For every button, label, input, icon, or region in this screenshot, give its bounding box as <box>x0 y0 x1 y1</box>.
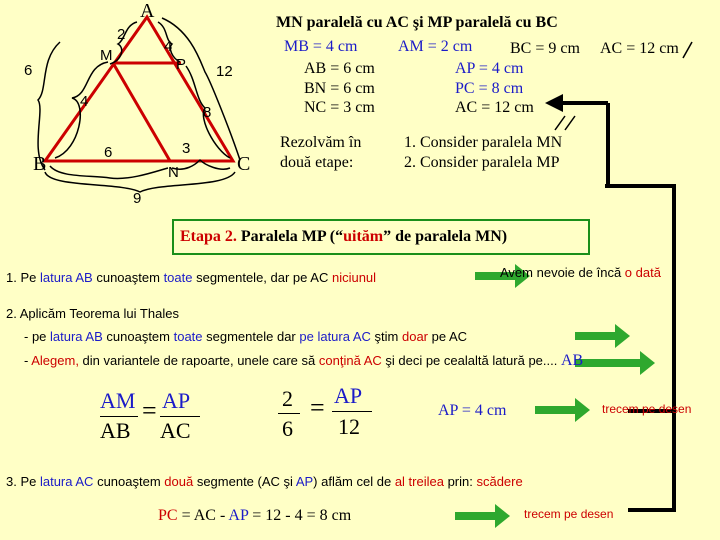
result-ap-note: trecem pe desen <box>602 402 692 416</box>
result-pc-label: PC <box>158 507 178 524</box>
point-p-label: P <box>176 56 187 73</box>
step-2: 2. Consider paralela MP <box>404 154 560 171</box>
given-ab: AB = 6 cm <box>304 60 375 77</box>
line-4-c: din variantele de rapoarte, unele care să <box>78 353 319 368</box>
header-title: MN paralelă cu AC şi MP paralelă cu BC <box>276 14 558 31</box>
step-1: 1. Consider paralela MN <box>404 134 563 151</box>
line-5-j: scădere <box>476 474 523 489</box>
line-3-g: ştim <box>370 329 402 344</box>
frac1-den-right: AC <box>160 418 191 443</box>
strike-mark-2 <box>555 116 565 130</box>
line-3 <box>24 329 467 344</box>
frac1-num-left: AM <box>100 388 136 413</box>
etapa-text-1: Paralela MP (“ <box>236 228 344 245</box>
triangle-abc <box>45 17 233 161</box>
line-2: 2. Aplicăm Teorema lui Thales <box>6 306 179 321</box>
ac-length-label: 12 <box>216 63 233 80</box>
ab-length-label: 6 <box>24 62 33 79</box>
green-arrow-5 <box>455 504 510 528</box>
line-4-f: AB <box>560 352 584 369</box>
line-4-d: conţină AC <box>318 353 382 368</box>
frac1-eq: = <box>142 396 157 425</box>
result-pc-ap: AP <box>228 507 249 524</box>
brace-ab-outer <box>38 42 60 170</box>
result-pc-ans: 8 cm <box>319 507 352 524</box>
frac2-den-left: 6 <box>282 416 293 441</box>
given-nc: NC = 3 cm <box>304 99 375 116</box>
line-3-e: segmentele dar <box>202 329 300 344</box>
line-5-e: segmente (AC şi <box>193 474 296 489</box>
line-5-d: două <box>164 474 194 489</box>
line-1-d: toate <box>163 270 193 285</box>
frac1-num-right: AP <box>162 388 191 413</box>
ap-length-label: 4 <box>164 38 173 55</box>
line-4-e: şi deci pe cealaltă latură pe.... <box>381 353 561 368</box>
am-length-label: 2 <box>117 26 126 43</box>
arrow-note-1-b: o dată <box>624 265 661 280</box>
frac1-line-right <box>160 416 200 417</box>
intro-line-2: două etape: <box>280 154 354 171</box>
brace-bn <box>50 166 168 179</box>
line-3-d: toate <box>173 329 203 344</box>
result-pc-vals: 12 - 4 <box>265 507 307 524</box>
line-1-e: segmentele, dar pe AC <box>192 270 332 285</box>
result-pc-minus: - <box>215 507 229 524</box>
frac2-num-left: 2 <box>282 386 293 411</box>
given-pc: PC = 8 cm <box>455 80 524 97</box>
result-ap: AP = 4 cm <box>438 402 507 419</box>
nc-length-label: 3 <box>182 140 191 157</box>
given-ap: AP = 4 cm <box>455 60 524 77</box>
given-mb: MB = 4 cm <box>284 38 358 55</box>
frac2-line-right <box>332 411 372 412</box>
frac1-line-left <box>100 416 138 417</box>
arrow-left-head <box>545 94 563 112</box>
strike-mark-3 <box>565 116 575 130</box>
line-5 <box>6 474 523 489</box>
line-5-c: cunoaştem <box>93 474 165 489</box>
frac1-den-left: AB <box>100 418 131 443</box>
line-5-b: latura AC <box>39 474 94 489</box>
line-1 <box>6 270 376 285</box>
green-arrow-4 <box>535 398 590 422</box>
intro-line-1: Rezolvăm în <box>280 134 362 151</box>
bc-length-label: 9 <box>133 190 142 207</box>
arrow-note-1 <box>500 265 661 280</box>
given-am: AM = 2 cm <box>398 38 473 55</box>
point-m-label: M <box>100 47 113 64</box>
bn-length-label: 6 <box>104 144 113 161</box>
line-1-f: niciunul <box>331 270 377 285</box>
mb-length-label: 4 <box>80 93 89 110</box>
etapa-heading-box <box>172 219 590 255</box>
pc-length-label: 8 <box>203 104 212 121</box>
line-4-a: - <box>24 353 32 368</box>
strike-mark-1 <box>683 42 692 58</box>
line-3-a: - pe <box>24 329 51 344</box>
line-4-b: Alegem, <box>31 353 79 368</box>
point-n-label: N <box>168 164 179 181</box>
frac2-den-right: 12 <box>338 414 360 439</box>
etapa-word: uităm <box>343 228 384 245</box>
given-ac-2: AC = 12 cm <box>455 99 534 116</box>
given-bc: BC = 9 cm <box>510 40 580 57</box>
given-ac: AC = 12 cm <box>600 40 679 57</box>
line-3-f: pe latura AC <box>299 329 371 344</box>
line-5-h: al treilea <box>394 474 444 489</box>
line-3-h: doar <box>401 329 429 344</box>
line-1-b: latura AB <box>39 270 93 285</box>
result-pc-note: trecem pe desen <box>524 507 614 521</box>
line-5-a: 3. Pe <box>6 474 40 489</box>
etapa-text-2: ” de paralela MN) <box>383 228 508 245</box>
line-5-i: prin: <box>443 474 477 489</box>
frac2-eq: = <box>310 393 325 422</box>
result-pc-eq3: = <box>306 507 320 524</box>
result-pc-eq2: = <box>248 507 266 524</box>
line-3-b: latura AB <box>50 329 103 344</box>
arrow-note-1-a: Avem nevoie de încă <box>500 265 625 280</box>
frac2-num-right: AP <box>334 383 363 408</box>
green-arrow-3 <box>575 351 655 375</box>
vertex-c-label: C <box>237 153 251 175</box>
line-5-g: ) aflăm cel de <box>313 474 395 489</box>
line-3-i: pe AC <box>428 329 468 344</box>
brace-ac <box>162 18 240 160</box>
given-bn: BN = 6 cm <box>304 80 375 97</box>
result-pc-eq1: = <box>177 507 194 524</box>
line-5-f: AP <box>295 474 314 489</box>
line-1-c: cunoaştem <box>92 270 164 285</box>
frac2-line-left <box>278 413 300 414</box>
line-4 <box>24 352 583 370</box>
vertex-b-label: B <box>33 153 47 175</box>
line-3-c: cunoaştem <box>102 329 174 344</box>
green-arrow-2 <box>575 324 630 348</box>
segment-mn <box>113 63 170 161</box>
etapa-prefix: Etapa 2. <box>180 228 237 245</box>
result-pc <box>158 507 351 525</box>
vertex-a-label: A <box>140 0 155 22</box>
result-pc-ac: AC <box>193 507 216 524</box>
line-1-a: 1. Pe <box>6 270 40 285</box>
